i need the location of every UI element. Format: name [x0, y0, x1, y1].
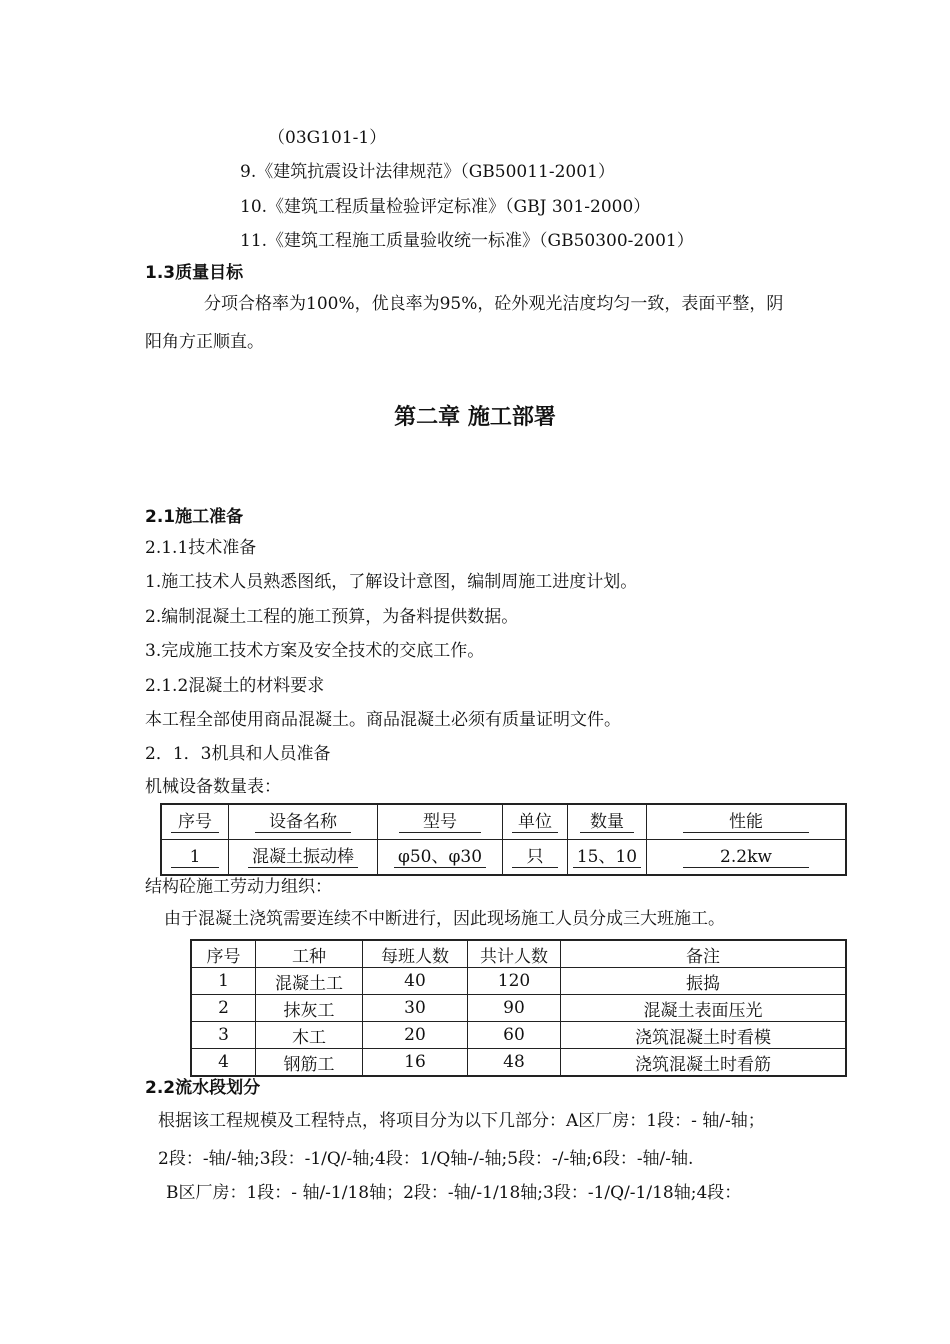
- table-cell: 2: [191, 995, 256, 1022]
- table-header-cell: 型号: [378, 804, 503, 840]
- table-header-cell: 序号: [161, 804, 229, 840]
- table-cell: 30: [363, 995, 468, 1022]
- paragraph: 本工程全部使用商品混凝土。商品混凝土必须有质量证明文件。: [145, 710, 621, 730]
- paragraph: 分项合格率为100%，优良率为95%，砼外观光洁度均匀一致，表面平整，阴: [204, 294, 784, 314]
- paragraph: 由于混凝土浇筑需要连续不中断进行，因此现场施工人员分成三大班施工。: [164, 909, 725, 929]
- list-item: （03G101-1）: [268, 128, 387, 148]
- list-item: 3.完成施工技术方案及安全技术的交底工作。: [145, 641, 485, 661]
- table-cell: 浇筑混凝土时看模: [561, 1022, 847, 1049]
- table-header-cell: 备注: [561, 940, 847, 968]
- table-header-cell: 工种: [256, 940, 363, 968]
- table-cell: 只: [503, 840, 568, 876]
- table-header-cell: 每班人数: [363, 940, 468, 968]
- table-cell: 40: [363, 968, 468, 995]
- table-caption: 机械设备数量表：: [145, 777, 281, 797]
- table-cell: 浇筑混凝土时看筋: [561, 1049, 847, 1077]
- section-heading: 2.1施工准备: [145, 507, 244, 527]
- section-heading: 2.2流水段划分: [145, 1078, 261, 1098]
- table-row: [191, 1049, 846, 1077]
- table-cell: 3: [191, 1022, 256, 1049]
- table-header-cell: 序号: [191, 940, 256, 968]
- subsection-heading: 2.1.1技术准备: [145, 538, 257, 558]
- table-cell: 2.2kw: [647, 840, 847, 876]
- table-row: [191, 1022, 846, 1049]
- equipment-table: [160, 803, 847, 876]
- table-cell: 1: [191, 968, 256, 995]
- table-header-cell: 单位: [503, 804, 568, 840]
- table-cell: 钢筋工: [256, 1049, 363, 1077]
- chapter-title: 第二章 施工部署: [394, 405, 556, 430]
- table-cell: 15、10: [568, 840, 647, 876]
- table-cell: 混凝土振动棒: [229, 840, 378, 876]
- table-row: [161, 840, 846, 876]
- list-item: 11.《建筑工程施工质量验收统一标准》（GB50300-2001）: [240, 231, 694, 251]
- table-header-row: [161, 804, 846, 840]
- table-cell: 木工: [256, 1022, 363, 1049]
- paragraph: 阳角方正顺直。: [145, 332, 264, 352]
- table-cell: 振捣: [561, 968, 847, 995]
- list-item: 10.《建筑工程质量检验评定标准》（GBJ 301-2000）: [240, 197, 651, 217]
- table-cell: 48: [468, 1049, 561, 1077]
- table-cell: 16: [363, 1049, 468, 1077]
- table-header-cell: 设备名称: [229, 804, 378, 840]
- table-cell: φ50、φ30: [378, 840, 503, 876]
- list-item: 9.《建筑抗震设计法律规范》（GB50011-2001）: [240, 162, 615, 182]
- list-item: 2.编制混凝土工程的施工预算，为备料提供数据。: [145, 607, 519, 627]
- table-header-cell: 数量: [568, 804, 647, 840]
- subsection-heading: 2．1．3机具和人员准备: [145, 744, 331, 764]
- table-cell: 4: [191, 1049, 256, 1077]
- list-item: 1.施工技术人员熟悉图纸，了解设计意图，编制周施工进度计划。: [145, 572, 638, 592]
- section-heading: 1.3质量目标: [145, 263, 244, 283]
- table-cell: 混凝土工: [256, 968, 363, 995]
- subsection-heading: 2.1.2混凝土的材料要求: [145, 676, 325, 696]
- labor-table: [190, 939, 847, 1077]
- table-cell: 60: [468, 1022, 561, 1049]
- table-row: [191, 995, 846, 1022]
- table-cell: 混凝土表面压光: [561, 995, 847, 1022]
- paragraph: 根据该工程规模及工程特点，将项目分为以下几部分：A区厂房：1段：- 轴/-轴；: [158, 1111, 765, 1131]
- table-header-row: [191, 940, 846, 968]
- table-header-cell: 共计人数: [468, 940, 561, 968]
- table-cell: 90: [468, 995, 561, 1022]
- table-row: [191, 968, 846, 995]
- table-cell: 1: [161, 840, 229, 876]
- table-caption: 结构砼施工劳动力组织：: [145, 877, 332, 897]
- paragraph: B区厂房：1段：- 轴/-1/18轴；2段：-轴/-1/18轴;3段：-1/Q/-1/18轴;4段：: [166, 1183, 742, 1203]
- table-cell: 120: [468, 968, 561, 995]
- table-cell: 20: [363, 1022, 468, 1049]
- table-header-cell: 性能: [647, 804, 847, 840]
- table-cell: 抹灰工: [256, 995, 363, 1022]
- paragraph: 2段：-轴/-轴;3段：-1/Q/-轴;4段：1/Q轴-/-轴;5段：-/-轴;6段：-轴/-轴.: [158, 1149, 694, 1169]
